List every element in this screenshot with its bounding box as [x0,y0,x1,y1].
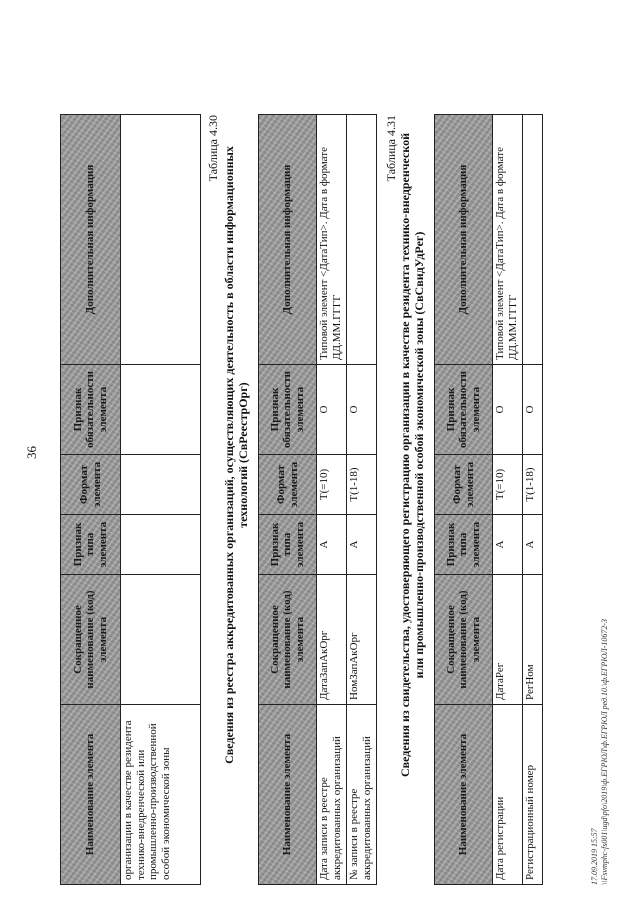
table-header-row [259,115,317,885]
table-cell: T(=10) [317,455,347,515]
table-cell: Типовой элемент <ДатаТип>. Дата в формате ДД.ММ.ГГГГ [317,115,347,365]
table-cell [121,455,201,515]
table-cell: О [493,365,523,455]
table-caption-431: Сведения из свидетельства, удостоверяющего регистрацию организации в качестве резидента технико-внедренческой или промышленно-производственной особой экономической зоны (СвСвидУдРег) [398,132,427,778]
table-cell: О [523,365,543,455]
page-number: 36 [24,446,39,459]
table-cell [121,365,201,455]
header-cell: Сокращенное наименование (код) элемента [61,575,121,705]
table-cell: А [523,515,543,575]
table-cell: А [347,515,377,575]
header-cell: Признак обязательности элемента [259,365,317,455]
table-cell: РегНом [523,575,543,705]
table-label-430: Таблица 4.30 [206,115,220,182]
table-row [523,115,543,885]
table-cell: T(1-18) [347,455,377,515]
header-cell: Наименование элемента [435,705,493,885]
footer-filepath: \\Fsvmphc-fs001\ugd\pfo\2019\ф.ЕГРЮЛ\ф.ЕГРЮЛ ред.10.\ф.ЕГРЮЛ-10672-3 [600,618,610,885]
header-cell: Признак обязательности элемента [435,365,493,455]
table-header-row [61,115,121,885]
table-row [493,115,523,885]
table-cell: ДатаЗапАкОрг [317,575,347,705]
header-cell: Сокращенное наименование (код) элемента [435,575,493,705]
table-row [121,115,201,885]
table-cell: T(1-18) [523,455,543,515]
table-row [347,115,377,885]
header-cell: Дополнительная информация [259,115,317,365]
header-cell: Сокращенное наименование (код) элемента [259,575,317,705]
header-cell: Формат элемента [61,455,121,515]
header-cell: Наименование элемента [61,705,121,885]
table-cell: А [317,515,347,575]
header-cell: Признак типа элемента [435,515,493,575]
header-cell: Признак типа элемента [259,515,317,575]
table-cell [121,115,201,365]
footer-timestamp: 17.09.2019 15:57 [590,828,599,885]
header-cell: Дополнительная информация [435,115,493,365]
header-cell: Наименование элемента [259,705,317,885]
table-label-431: Таблица 4.31 [384,115,398,182]
table-cell: организации в качестве резидента технико-внедренческой или промышленно-производственной особой экономической зоны [121,705,201,885]
table-cell: № записи в реестре аккредитованных организаций [347,705,377,885]
table-cell [121,575,201,705]
table-cell: НомЗапАкОрг [347,575,377,705]
document-footer [590,619,611,885]
table-cell [523,115,543,365]
table-cell [347,115,377,365]
header-cell: Формат элемента [435,455,493,515]
table-cell [121,515,201,575]
table-row [317,115,347,885]
header-cell: Формат элемента [259,455,317,515]
table-430 [258,114,377,885]
table-cell: Регистрационный номер [523,705,543,885]
table-cell: Дата записи в реестре аккредитованных организаций [317,705,347,885]
table-cell: T(=10) [493,455,523,515]
header-cell: Дополнительная информация [61,115,121,365]
table-cell: Типовой элемент <ДатаТип>. Дата в формате ДД.ММ.ГГГГ [493,115,523,365]
table-cell: ДатаРег [493,575,523,705]
table-cell: О [317,365,347,455]
table-431 [434,114,543,885]
table-header-row [435,115,493,885]
header-cell: Признак типа элемента [61,515,121,575]
table-cell: Дата регистрации [493,705,523,885]
table-continuation [60,114,201,885]
header-cell: Признак обязательности элемента [61,365,121,455]
table-cell: А [493,515,523,575]
table-cell: О [347,365,377,455]
table-caption-430: Сведения из реестра аккредитованных организаций, осуществляющих деятельность в области информационных технологий (СвРеестрОрг) [222,146,251,764]
